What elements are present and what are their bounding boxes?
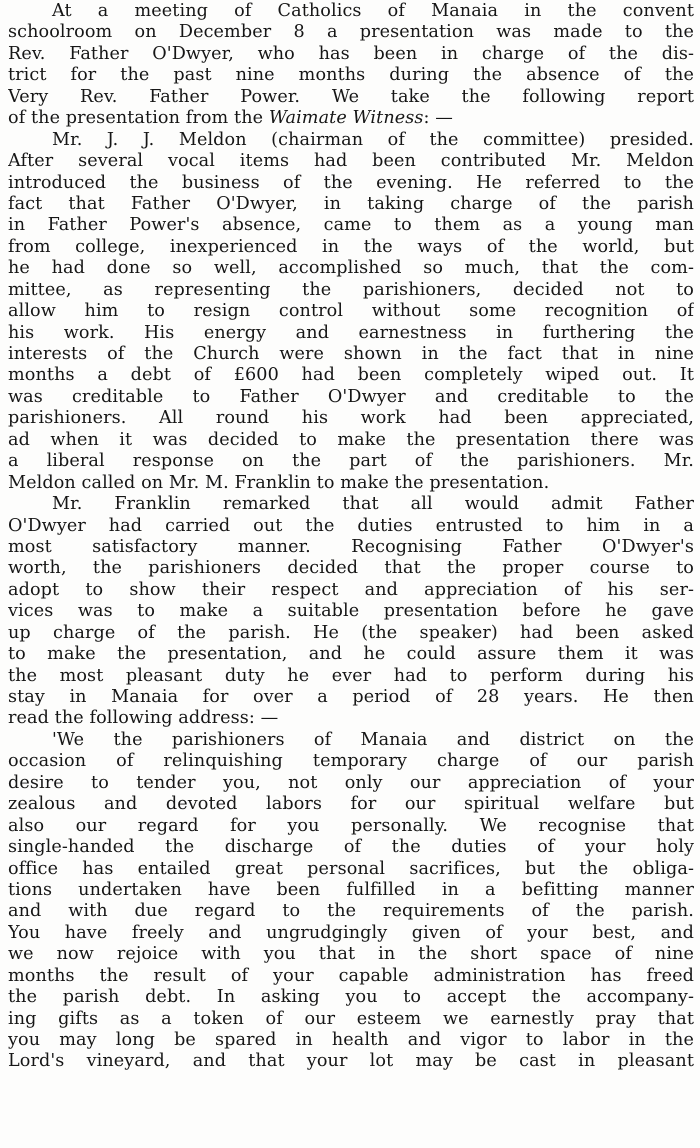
text-line: worth, the parishioners decided that the proper course to xyxy=(8,558,694,579)
paragraph-franklin-remarks xyxy=(8,494,694,730)
text-line: ad when it was decided to make the presentation there was xyxy=(8,429,694,450)
text-line: At a meeting of Catholics of Manaia in the convent xyxy=(52,1,694,21)
paragraph-parishioners-address xyxy=(8,730,694,1073)
text-line: You have freely and ungrudgingly given of your best, and xyxy=(8,922,694,943)
text-line: Mr. J. J. Meldon (chairman of the committee) presided. xyxy=(52,129,694,150)
text-line: 'We the parishioners of Manaia and district on the xyxy=(52,729,694,750)
text-line: stay in Manaia for over a period of 28 years. He then xyxy=(8,687,694,707)
text-line: Lord's vineyard, and that your lot may be cast in pleasant xyxy=(8,1051,694,1072)
text-line: O'Dwyer had carried out the duties entrusted to him in a xyxy=(8,515,694,536)
text-line: Mr. Franklin remarked that all would admit Father xyxy=(52,494,694,515)
text-line: allow him to resign control without some recognition of xyxy=(8,301,694,322)
text-line: also our regard for you personally. We recognise that xyxy=(8,815,694,836)
text-line: Meldon called on Mr. M. Franklin to make the presentation. xyxy=(8,472,550,493)
text-line: ing gifts as a token of our esteem we earnestly pray that xyxy=(8,1008,694,1029)
article-column xyxy=(8,1,694,1073)
text-line: he had done so well, accomplished so much, that the com- xyxy=(8,258,694,279)
text-line: read the following address: — xyxy=(8,708,279,729)
paragraph-presentation-intro xyxy=(8,1,694,130)
text-line: most satisfactory manner. Recognising Father O'Dwyer's xyxy=(8,536,694,557)
text-line: introduced the business of the evening. He referred to the xyxy=(8,172,694,193)
text-line: tions undertaken have been fulfilled in a befitting manner xyxy=(8,879,694,900)
text-line: schoolroom on December 8 a presentation was made to the xyxy=(8,22,694,43)
text-line: and with due regard to the requirements of the parish. xyxy=(8,901,694,922)
text-line: mittee, as representing the parishioners, decided not to xyxy=(8,279,694,300)
text-line: zealous and devoted labors for our spiritual welfare but xyxy=(8,794,694,815)
paragraph-meldon-address xyxy=(8,130,694,494)
text-line: Very Rev. Father Power. We take the following report xyxy=(8,86,694,107)
text-line: his work. His energy and earnestness in furthering the xyxy=(8,322,694,343)
text-line: from college, inexperienced in the ways of the world, but xyxy=(8,236,694,257)
text-line: in Father Power's absence, came to them as a young man xyxy=(8,215,694,236)
text-line: single-handed the discharge of the duties of your holy xyxy=(8,837,694,858)
text-line: interests of the Church were shown in the fact that in nine xyxy=(8,344,694,364)
text-line: occasion of relinquishing temporary charge of our parish xyxy=(8,751,694,772)
text-line: months a debt of £600 had been completely wiped out. It xyxy=(8,365,694,386)
text-line: vices was to make a suitable presentation before he gave xyxy=(8,601,694,622)
text-line: up charge of the parish. He (the speaker) had been asked xyxy=(8,622,694,643)
text-line: we now rejoice with you that in the short space of nine xyxy=(8,944,694,965)
text-line: fact that Father O'Dwyer, in taking charge of the parish xyxy=(8,193,694,214)
source-newspaper-name: Waimate Witness xyxy=(268,108,424,129)
text-line: trict for the past nine months during the absence of the xyxy=(8,65,694,86)
text-line: office has entailed great personal sacrifices, but the obliga- xyxy=(8,858,694,879)
text-line: After several vocal items had been contributed Mr. Meldon xyxy=(8,151,694,172)
text-line: the most pleasant duty he ever had to perform during his xyxy=(8,665,694,686)
text-line: was creditable to Father O'Dwyer and creditable to the xyxy=(8,386,694,407)
text-line: Rev. Father O'Dwyer, who has been in charge of the dis- xyxy=(8,43,694,64)
text-line: months the result of your capable administration has freed xyxy=(8,965,694,986)
text-line: the parish debt. In asking you to accept the accompany- xyxy=(8,987,694,1008)
text-line: to make the presentation, and he could assure them it was xyxy=(8,644,694,665)
text-fragment: : — xyxy=(423,108,453,129)
text-line: you may long be spared in health and vigor to labor in the xyxy=(8,1030,694,1050)
text-line xyxy=(8,108,694,129)
text-fragment: of the presentation from the xyxy=(8,108,269,129)
text-line: adopt to show their respect and appreciation of his ser- xyxy=(8,579,694,600)
text-line: parishioners. All round his work had been appreciated, xyxy=(8,408,694,429)
text-line: a liberal response on the part of the parishioners. Mr. xyxy=(8,451,694,472)
text-line: desire to tender you, not only our appreciation of your xyxy=(8,772,694,793)
